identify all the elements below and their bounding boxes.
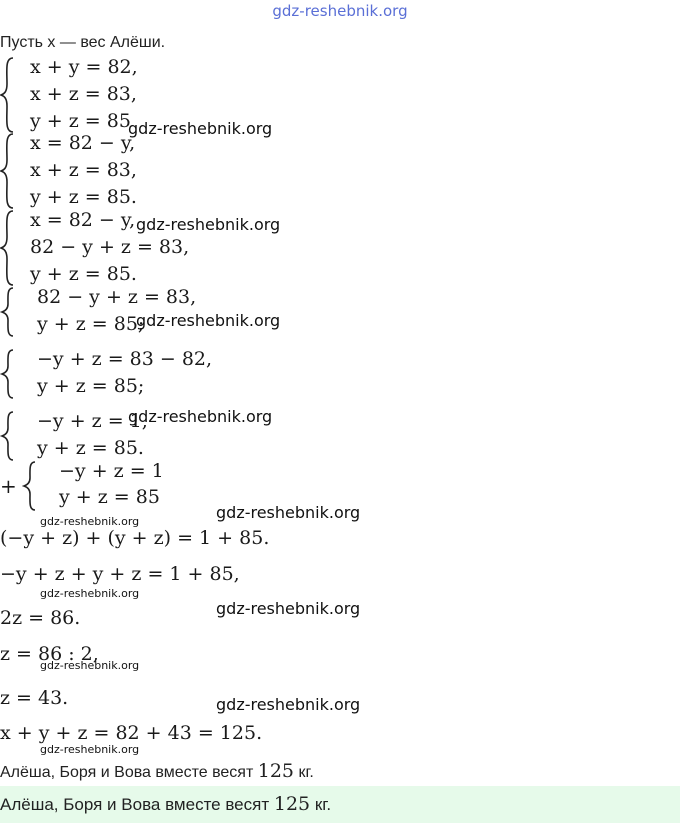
system-1-line-1: x + y = 82, bbox=[30, 56, 138, 78]
step-6: x + y + z = 82 + 43 = 125. bbox=[0, 722, 263, 744]
system-7-line-1: −y + z = 1 bbox=[59, 460, 164, 482]
step-3: 2z = 86. bbox=[0, 607, 81, 629]
plus-sign: + bbox=[0, 474, 17, 498]
watermark: gdz-reshebnik.org bbox=[136, 215, 281, 234]
system-5-line-2: y + z = 85; bbox=[37, 375, 145, 397]
brace-icon bbox=[0, 209, 16, 287]
watermark: gdz-reshebnik.org bbox=[136, 311, 281, 330]
intro-text: Пусть x — вес Алёши. bbox=[0, 34, 166, 51]
system-2-line-1: x = 82 − y, bbox=[30, 132, 136, 154]
answer-box bbox=[0, 786, 680, 823]
step-4: z = 86 : 2, bbox=[0, 643, 99, 665]
watermark-small: gdz-reshebnik.org bbox=[40, 515, 140, 528]
watermark: gdz-reshebnik.org bbox=[216, 599, 361, 618]
system-5-line-1: −y + z = 83 − 82, bbox=[37, 348, 213, 370]
brace-icon bbox=[0, 348, 16, 400]
step-5: z = 43. bbox=[0, 687, 69, 709]
system-1-line-2: x + z = 83, bbox=[30, 83, 137, 105]
brace-icon bbox=[0, 410, 16, 462]
watermark-small: gdz-reshebnik.org bbox=[40, 659, 140, 672]
watermark: gdz-reshebnik.org bbox=[128, 119, 273, 138]
system-4-line-2: y + z = 85; bbox=[37, 313, 145, 335]
system-2 bbox=[0, 132, 260, 210]
site-header-link[interactable]: gdz-reshebnik.org bbox=[272, 2, 408, 20]
system-4-line-1: 82 − y + z = 83, bbox=[37, 286, 197, 308]
watermark-small: gdz-reshebnik.org bbox=[40, 743, 140, 756]
system-3-line-1: x = 82 − y, bbox=[30, 209, 136, 231]
watermark: gdz-reshebnik.org bbox=[128, 407, 273, 426]
brace-icon bbox=[0, 56, 16, 134]
watermark: gdz-reshebnik.org bbox=[216, 503, 361, 522]
step-1: (−y + z) + (y + z) = 1 + 85. bbox=[0, 527, 270, 549]
system-5 bbox=[0, 348, 260, 400]
answer-value: 125 bbox=[257, 760, 295, 782]
brace-icon bbox=[0, 132, 16, 210]
system-6-line-1: −y + z = 1, bbox=[37, 410, 148, 432]
answer-text bbox=[0, 760, 314, 782]
step-2: −y + z + y + z = 1 + 85, bbox=[0, 563, 240, 585]
system-3-line-3: y + z = 85. bbox=[30, 263, 137, 285]
answer-prefix: Алёша, Боря и Вова вместе весят bbox=[0, 764, 258, 781]
system-1-line-3: y + z = 85 bbox=[30, 110, 131, 132]
answer-box-prefix: Алёша, Боря и Вова вместе весят bbox=[0, 795, 274, 814]
answer-suffix: кг. bbox=[294, 764, 314, 781]
watermark-small: gdz-reshebnik.org bbox=[40, 587, 140, 600]
brace-icon bbox=[22, 460, 38, 512]
system-2-line-2: x + z = 83, bbox=[30, 159, 137, 181]
answer-box-suffix: кг. bbox=[310, 795, 332, 814]
answer-box-value: 125 bbox=[273, 793, 311, 815]
system-3-line-2: 82 − y + z = 83, bbox=[30, 236, 190, 258]
system-2-line-3: y + z = 85. bbox=[30, 186, 137, 208]
system-6-line-2: y + z = 85. bbox=[37, 437, 144, 459]
brace-icon bbox=[0, 286, 16, 338]
system-7-line-2: y + z = 85 bbox=[59, 486, 160, 508]
watermark: gdz-reshebnik.org bbox=[216, 695, 361, 714]
